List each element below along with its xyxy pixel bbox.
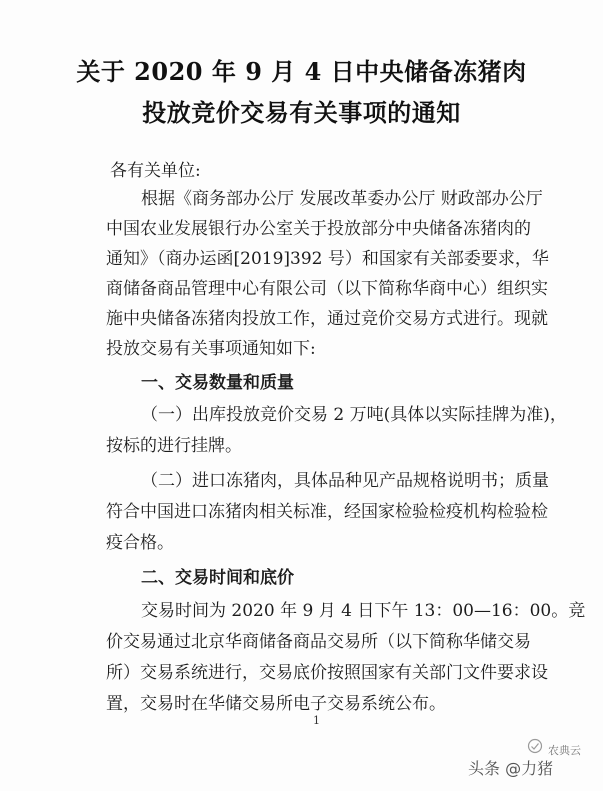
paragraph1-line: 施中央储备冻猪肉投放工作，通过竞价交易方式进行。现就 <box>106 309 548 329</box>
section1-item1-line: （一）出库投放竞价交易 2 万吨(具体以实际挂牌为准)， <box>141 405 567 425</box>
section1-item2-line: 疫合格。 <box>106 533 174 553</box>
section2-para-line: 所）交易系统进行，交易底价按照国家有关部门文件要求设 <box>106 663 548 683</box>
paragraph1-line: 商储备商品管理中心有限公司（以下简称华商中心）组织实 <box>106 279 548 299</box>
section1-item2-line: 符合中国进口冻猪肉相关标准，经国家检验检疫机构检验检 <box>106 502 548 522</box>
paragraph1-line: 投放交易有关事项通知如下: <box>106 339 316 359</box>
page-number: 1 <box>313 714 320 727</box>
salutation: 各有关单位: <box>110 161 201 181</box>
section2-para-line: 交易时间为 2020 年 9 月 4 日下午 13：00—16：00。竞 <box>141 601 586 621</box>
paragraph1-line: 根据《商务部办公厅 发展改革委办公厅 财政部办公厅 <box>141 189 543 209</box>
source-credit[interactable]: 头条 @力猪 <box>468 759 554 778</box>
watermark-text: 农典云 <box>548 744 581 757</box>
paragraph1-line: 中国农业发展银行办公室关于投放部分中央储备冻猪肉的 <box>106 219 531 239</box>
document-title-line1: 关于 2020 年 9 月 4 日中央储备冻猪肉 <box>76 57 527 86</box>
section1-item1-line: 按标的进行挂牌。 <box>106 436 242 456</box>
paragraph1-line: 通知》（商办运函[2019]392 号）和国家有关部委要求，华 <box>106 249 549 269</box>
section2-para-line: 置，交易时在华储交易所电子交易系统公布。 <box>106 694 446 714</box>
document-title-line2: 投放竞价交易有关事项的通知 <box>142 98 461 127</box>
section2-heading: 二、交易时间和底价 <box>141 568 294 588</box>
section1-heading: 一、交易数量和质量 <box>141 373 294 393</box>
watermark-icon <box>527 738 543 754</box>
section1-item2-line: （二）进口冻猪肉，具体品种见产品规格说明书；质量 <box>141 471 549 491</box>
section2-para-line: 价交易通过北京华商储备商品交易所（以下简称华储交易 <box>106 632 531 652</box>
